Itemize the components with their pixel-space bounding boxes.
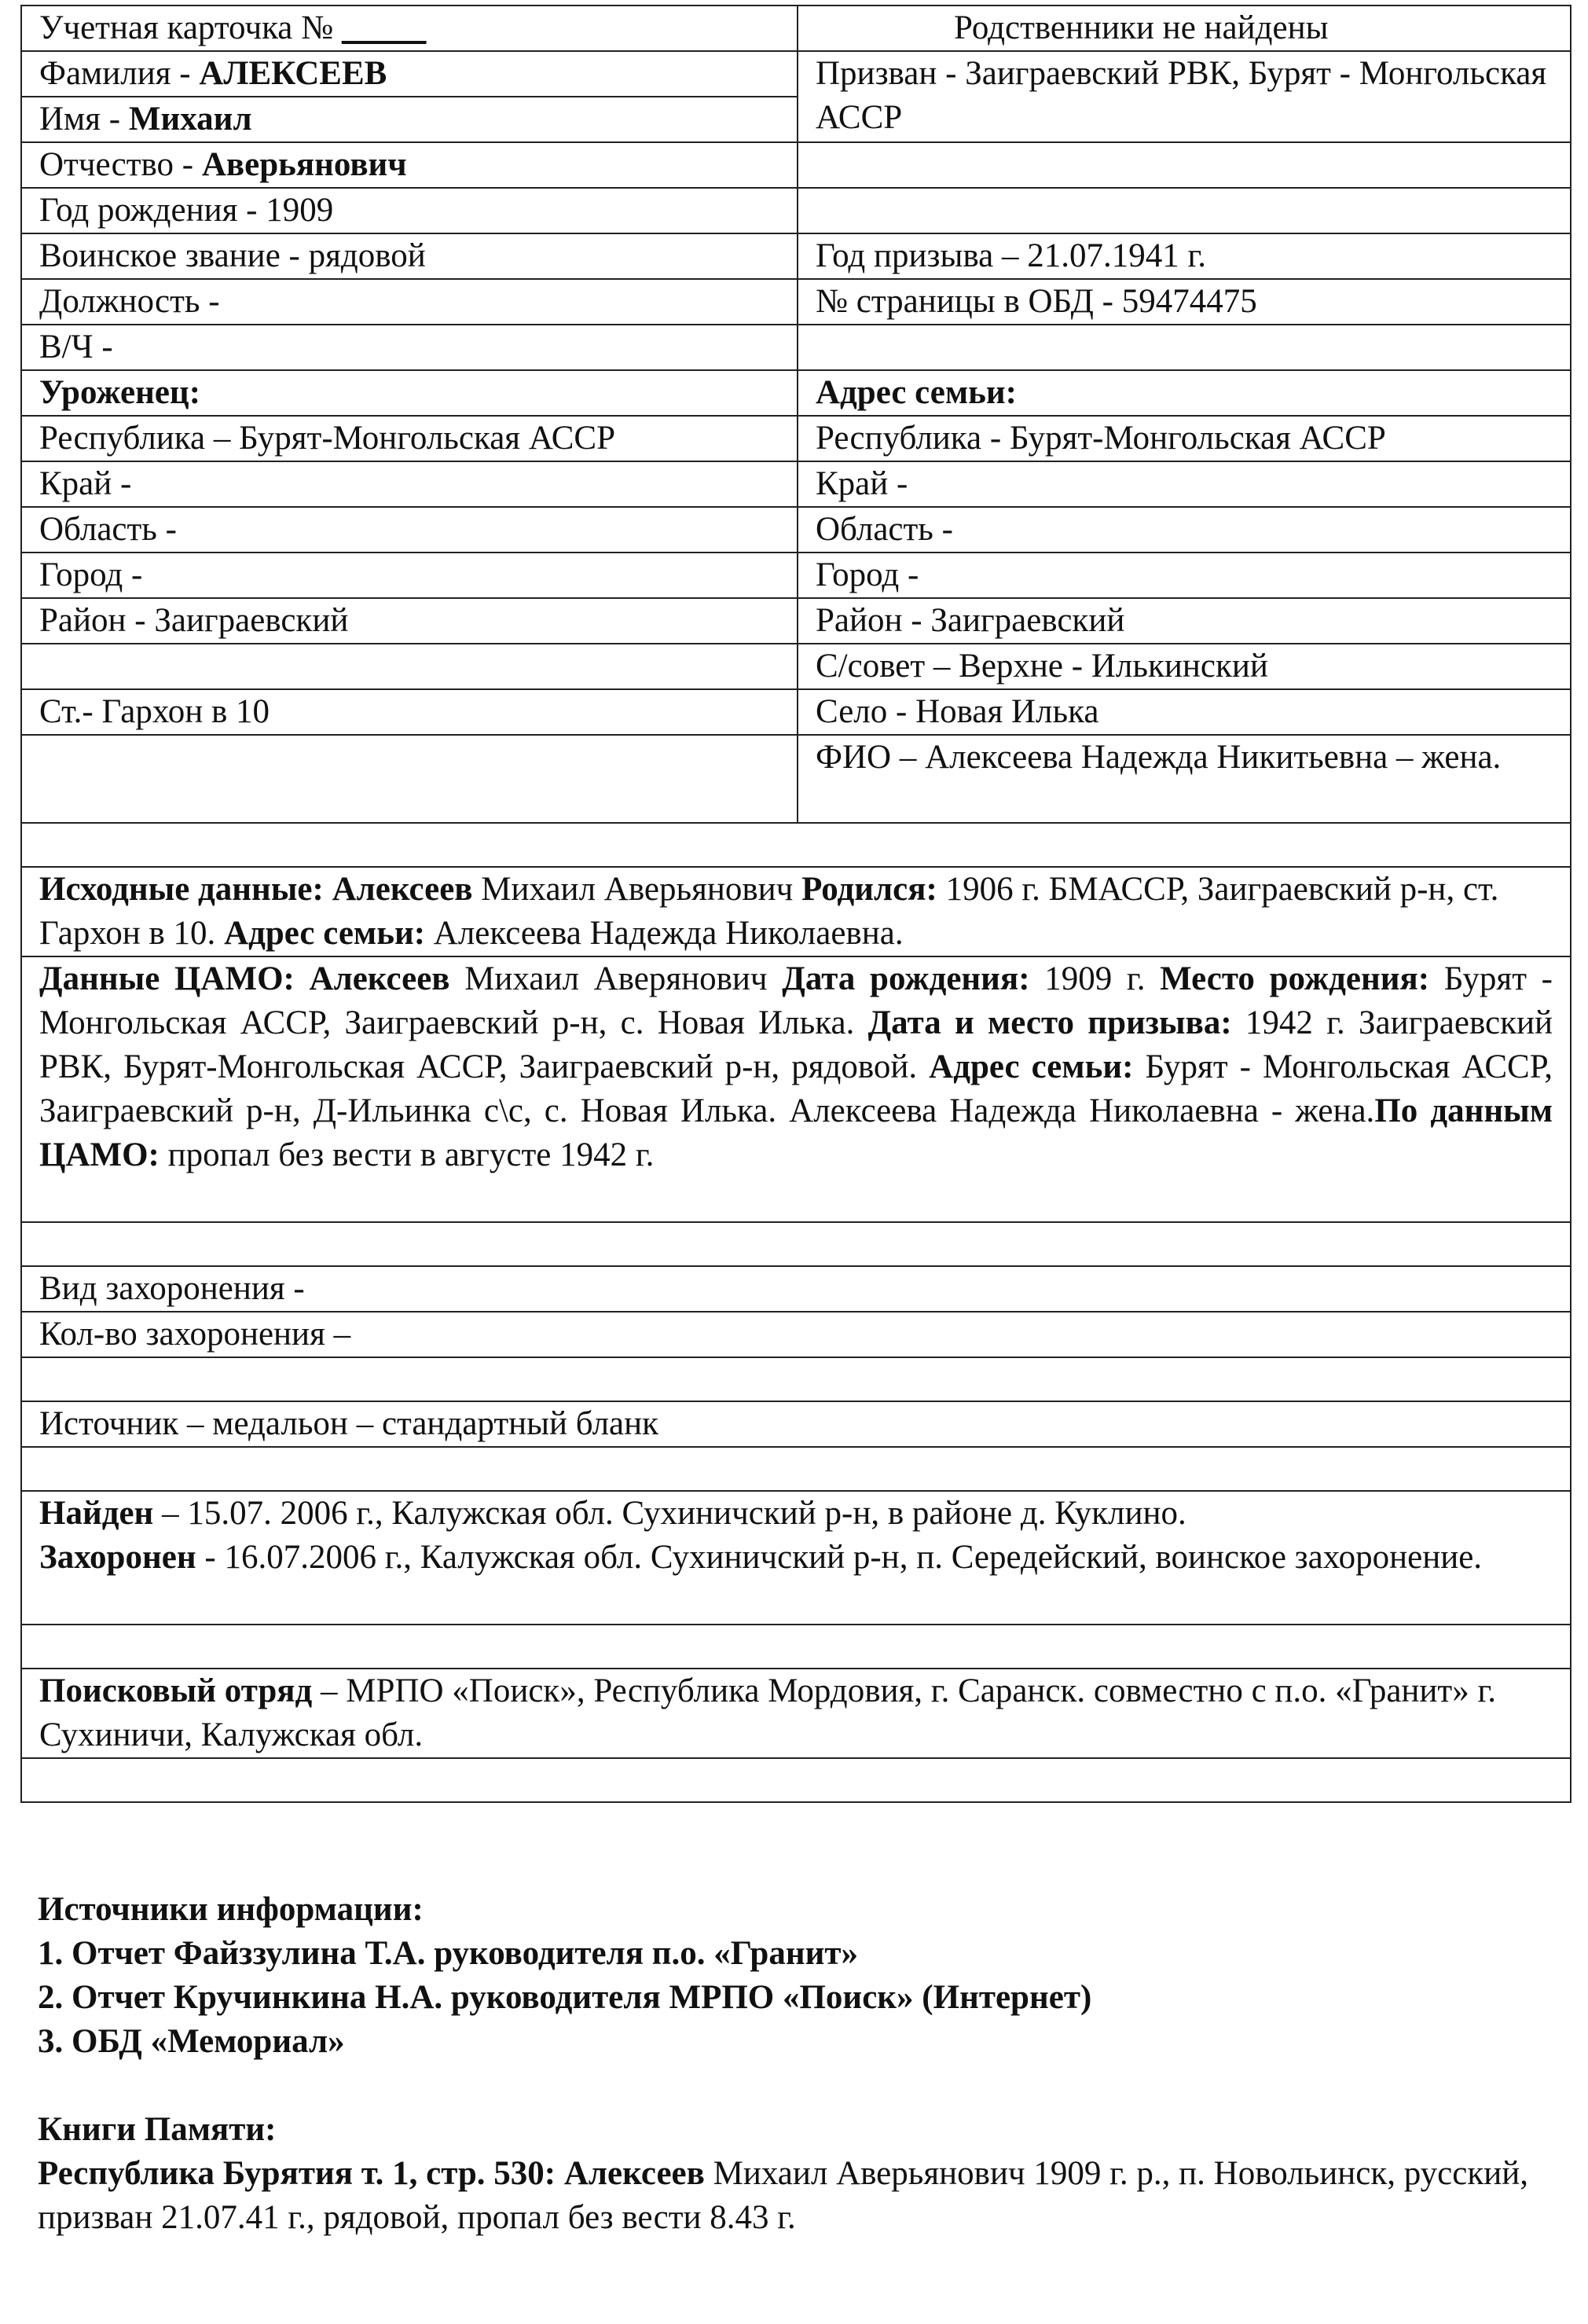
blank-row xyxy=(21,1758,1571,1802)
source-data-surname: Алексеев xyxy=(332,871,473,908)
card-header-row xyxy=(21,6,1571,51)
source-data-born-label: Родился: xyxy=(801,871,937,908)
tsamo-label: Данные ЦАМО: xyxy=(39,960,295,997)
tsamo-surname: Алексеев xyxy=(309,960,450,997)
fio-row xyxy=(21,735,1571,823)
name-cell xyxy=(21,97,798,142)
blank-row xyxy=(21,1625,1571,1669)
native-city-cell: Город - xyxy=(21,553,798,598)
empty-cell xyxy=(21,644,798,689)
source-item: 1. Отчет Файззулина Т.А. руководителя п.о. «Гранит» xyxy=(38,1935,859,1972)
family-district-cell: Район - Заиграевский xyxy=(798,598,1571,644)
blank-cell xyxy=(21,823,1571,867)
spacer xyxy=(38,2064,1562,2108)
family-heading: Адрес семьи: xyxy=(798,370,1571,416)
native-district-cell: Район - Заиграевский xyxy=(21,598,798,644)
native-krai-cell: Край - xyxy=(21,461,798,507)
card-number-label: Учетная карточка № xyxy=(39,9,334,46)
district-row xyxy=(21,598,1571,644)
blank-cell xyxy=(21,1758,1571,1802)
call-year-cell: Год призыва – 21.07.1941 г. xyxy=(798,233,1571,279)
surname-row xyxy=(21,51,1571,97)
village-row xyxy=(21,689,1571,735)
krai-row xyxy=(21,461,1571,507)
buried-line xyxy=(39,1536,1553,1580)
tsamo-result-label: По данным ЦАМО: xyxy=(39,1092,1553,1173)
birth-year-row xyxy=(21,188,1571,233)
source-row xyxy=(21,1401,1571,1447)
tsamo-family-label: Адрес семьи: xyxy=(929,1048,1134,1085)
source-data-name: Михаил Аверьянович xyxy=(472,871,802,908)
surname-label: Фамилия - xyxy=(39,55,200,92)
source-data-family-label: Адрес семьи: xyxy=(224,915,426,952)
source-data-born: 1906 г. БМАССР, Заиграевский р-н, ст. Гархон в 10. xyxy=(39,871,1499,952)
empty-cell xyxy=(798,325,1571,370)
tsamo-cell xyxy=(21,956,1571,1222)
patronymic-value: Аверьянович xyxy=(201,146,407,183)
relatives-cell: Родственники не найдены xyxy=(798,6,1571,51)
surname-value: АЛЕКСЕЕВ xyxy=(199,55,387,92)
surname-cell xyxy=(21,51,798,97)
family-oblast-cell: Область - xyxy=(798,507,1571,553)
blank-cell xyxy=(21,1447,1571,1491)
native-station-cell: Ст.- Гархон в 10 xyxy=(21,689,798,735)
blank-row xyxy=(21,1222,1571,1266)
blank-row xyxy=(21,1447,1571,1491)
family-village-cell: Село - Новая Илька xyxy=(798,689,1571,735)
source-item: 2. Отчет Кручинкина Н.А. руководителя МРПО «Поиск» (Интернет) xyxy=(38,1979,1092,2016)
patronymic-row xyxy=(21,142,1571,188)
tsamo-result: пропал без вести в августе 1942 г. xyxy=(159,1136,655,1173)
found-line xyxy=(39,1492,1553,1536)
source-data-cell xyxy=(21,867,1571,956)
empty-cell xyxy=(798,188,1571,233)
burial-count-cell: Кол-во захоронения – xyxy=(21,1312,1571,1357)
tsamo-row xyxy=(21,956,1571,1222)
burial-source-cell: Источник – медальон – стандартный бланк xyxy=(21,1401,1571,1447)
blank-row xyxy=(21,1357,1571,1401)
memory-book-entry xyxy=(38,2152,1562,2240)
unit-cell: В/Ч - xyxy=(21,325,798,370)
found-label: Найден xyxy=(39,1495,154,1532)
card-number-cell xyxy=(21,6,798,51)
tsamo-pob-label: Место рождения: xyxy=(1160,960,1430,997)
unit-row xyxy=(21,325,1571,370)
memory-book-entry-text: Михаил Аверьянович 1909 г. р., п. Новольинск, русский, призван 21.07.41 г., рядовой, пропал без вести 8.43 г. xyxy=(38,2155,1528,2236)
source-data-row xyxy=(21,867,1571,956)
tsamo-name: Михаил Аверянович xyxy=(449,960,783,997)
tsamo-call: 1942 г. Заиграевский РВК, Бурят-Монгольская АССР, Заиграевский р-н, рядовой. xyxy=(39,1004,1553,1085)
city-row xyxy=(21,553,1571,598)
headings-row xyxy=(21,370,1571,416)
empty-cell xyxy=(798,142,1571,188)
burial-count-row xyxy=(21,1312,1571,1357)
family-fio-cell: ФИО – Алексеева Надежда Никитьевна – жена. xyxy=(798,735,1571,823)
source-data-label: Исходные данные: xyxy=(39,871,324,908)
found-buried-row xyxy=(21,1491,1571,1625)
tsamo-dob-label: Дата рождения: xyxy=(782,960,1030,997)
buried-label: Захоронен xyxy=(39,1539,196,1576)
source-item: 3. ОБД «Мемориал» xyxy=(38,2023,345,2060)
sources-heading: Источники информации: xyxy=(38,1891,424,1928)
name-value: Михаил xyxy=(128,101,252,138)
family-republic-cell: Республика - Бурят-Монгольская АССР xyxy=(798,416,1571,461)
oblast-row xyxy=(21,507,1571,553)
team-label: Поисковый отряд xyxy=(39,1672,313,1709)
native-heading: Уроженец: xyxy=(21,370,798,416)
birth-year-cell: Год рождения - 1909 xyxy=(21,188,798,233)
position-row xyxy=(21,279,1571,325)
blank-cell xyxy=(21,1625,1571,1669)
family-selsovet-cell: С/совет – Верхне - Илькинский xyxy=(798,644,1571,689)
found-value: – 15.07. 2006 г., Калужская обл. Сухиничский р-н, в районе д. Куклино. xyxy=(153,1495,1186,1532)
republic-row xyxy=(21,416,1571,461)
native-oblast-cell: Область - xyxy=(21,507,798,553)
family-city-cell: Город - xyxy=(798,553,1571,598)
team-value: – МРПО «Поиск», Республика Мордовия, г. Саранск. совместно с п.о. «Гранит» г. Сухиничи, Калужская обл. xyxy=(39,1672,1497,1753)
patronymic-label: Отчество - xyxy=(39,146,202,183)
name-label: Имя - xyxy=(39,101,129,138)
tsamo-call-label: Дата и место призыва: xyxy=(867,1004,1232,1041)
burial-type-row xyxy=(21,1266,1571,1312)
called-cell: Призван - Заиграевский РВК, Бурят - Монгольская АССР xyxy=(798,51,1571,142)
card-number-value: _____ xyxy=(341,9,427,46)
tsamo-dob: 1909 г. xyxy=(1029,960,1161,997)
team-row xyxy=(21,1669,1571,1758)
burial-type-cell: Вид захоронения - xyxy=(21,1266,1571,1312)
native-republic-cell: Республика – Бурят-Монгольская АССР xyxy=(21,416,798,461)
blank-cell xyxy=(21,1357,1571,1401)
source-data-family: Алексеева Надежда Николаевна. xyxy=(425,915,904,952)
tsamo-pob: Бурят - Монгольская АССР, Заиграевский р-н, с. Новая Илька. xyxy=(39,960,1553,1041)
obd-page-cell: № страницы в ОБД - 59474475 xyxy=(798,279,1571,325)
search-team-cell xyxy=(21,1669,1571,1758)
selsovet-row xyxy=(21,644,1571,689)
memory-book-entry-label: Республика Бурятия т. 1, стр. 530: Алексеев xyxy=(38,2155,705,2192)
buried-value: - 16.07.2006 г., Калужская обл. Сухиничский р-н, п. Середейский, воинское захоронение. xyxy=(196,1539,1483,1576)
tsamo-family: Бурят - Монгольская АССР, Заиграевский р-н, Д-Ильинка с\с, с. Новая Илька. Алексеева Надежда Николаевна - жена. xyxy=(39,1048,1553,1129)
family-krai-cell: Край - xyxy=(798,461,1571,507)
found-buried-cell xyxy=(21,1491,1571,1625)
rank-row xyxy=(21,233,1571,279)
patronymic-cell xyxy=(21,142,798,188)
blank-row xyxy=(21,823,1571,867)
footer-notes xyxy=(38,1888,1562,2240)
empty-cell xyxy=(21,735,798,823)
position-cell: Должность - xyxy=(21,279,798,325)
memory-books-heading: Книги Памяти: xyxy=(38,2111,277,2148)
record-card xyxy=(20,5,1570,1803)
record-table xyxy=(20,5,1571,1803)
blank-cell xyxy=(21,1222,1571,1266)
rank-cell: Воинское звание - рядовой xyxy=(21,233,798,279)
